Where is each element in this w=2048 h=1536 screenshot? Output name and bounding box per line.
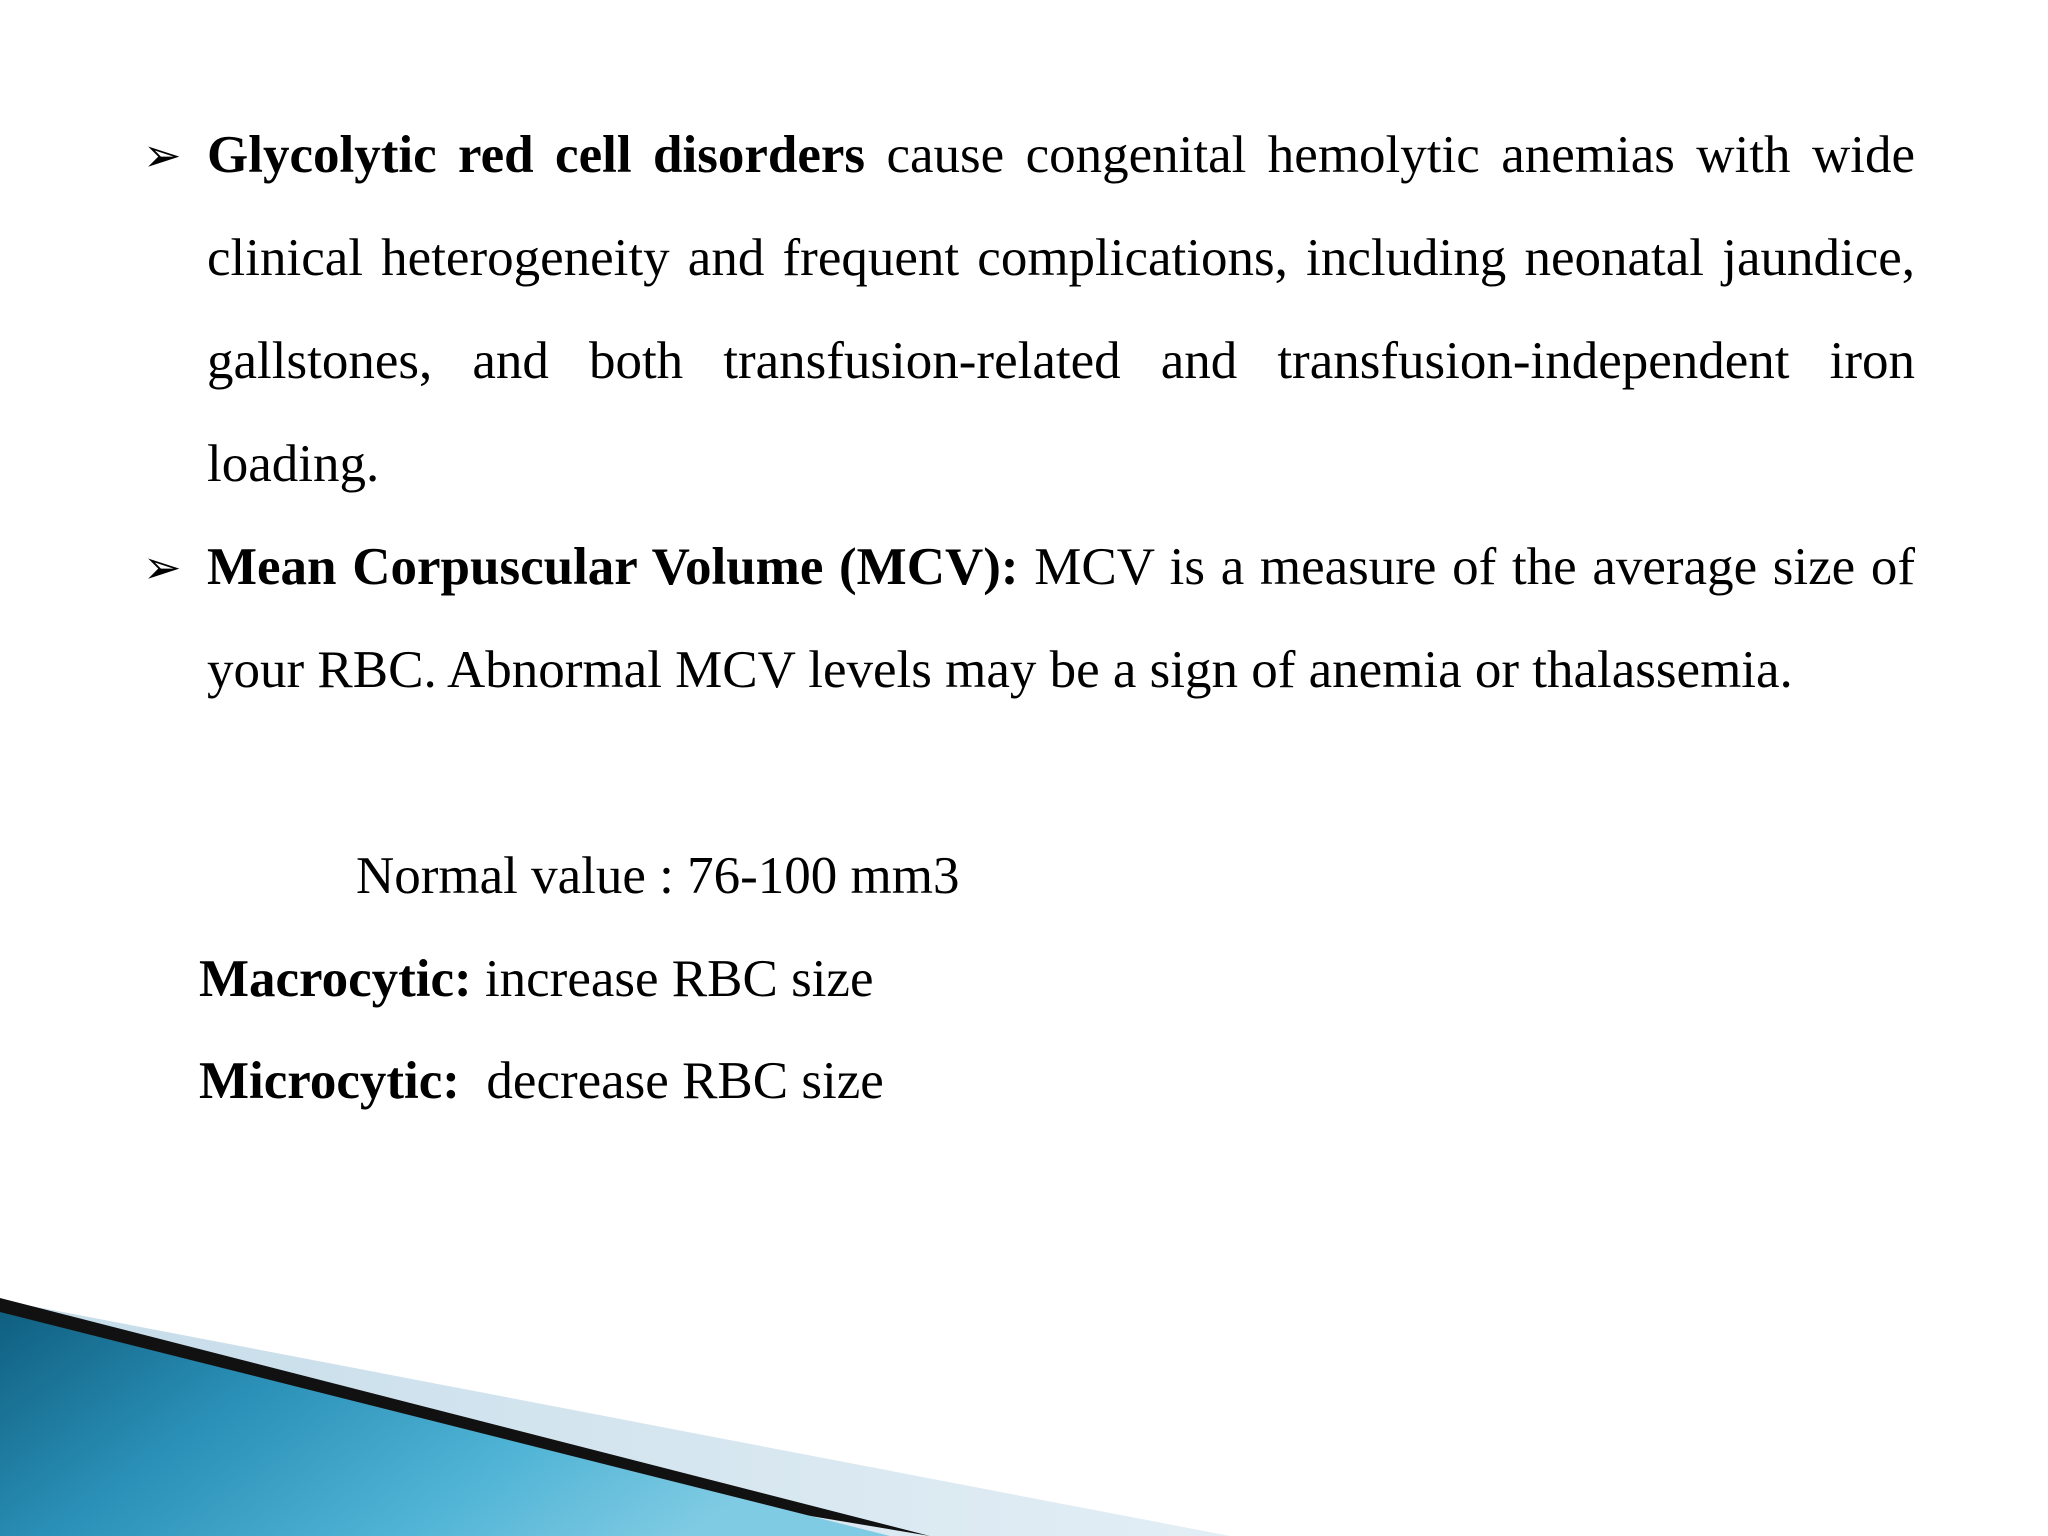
arrow-bullet-icon: ➢	[143, 130, 182, 181]
bullet-lead-term: Mean Corpuscular Volume (MCV):	[207, 538, 1019, 596]
bullet-text	[207, 516, 1915, 722]
bullet-lead-term: Glycolytic red cell disorders	[207, 126, 866, 184]
macrocytic-definition: increase RBC size	[471, 950, 874, 1008]
bullet-body: cause congenital hemolytic anemias with wide clinical heterogeneity and frequent complications, including neonatal jaundice, gallstones, and both transfusion-related and transfusion-independent iron loading.	[207, 126, 1915, 493]
bullet-body: MCV is a measure of the average size of your RBC. Abnormal MCV levels may be a sign of anemia or thalassemia.	[207, 538, 1915, 699]
macrocytic-line	[199, 928, 873, 1031]
bullet-glycolytic-disorders	[143, 104, 1915, 516]
macrocytic-term: Macrocytic:	[199, 950, 472, 1008]
microcytic-term: Microcytic:	[199, 1052, 460, 1110]
microcytic-definition: decrease RBC size	[459, 1052, 884, 1110]
microcytic-line	[199, 1030, 884, 1133]
bullet-text	[207, 104, 1915, 516]
bullet-mcv	[143, 516, 1915, 722]
normal-value-line: Normal value : 76-100 mm3	[356, 847, 960, 905]
arrow-bullet-icon: ➢	[143, 542, 182, 593]
